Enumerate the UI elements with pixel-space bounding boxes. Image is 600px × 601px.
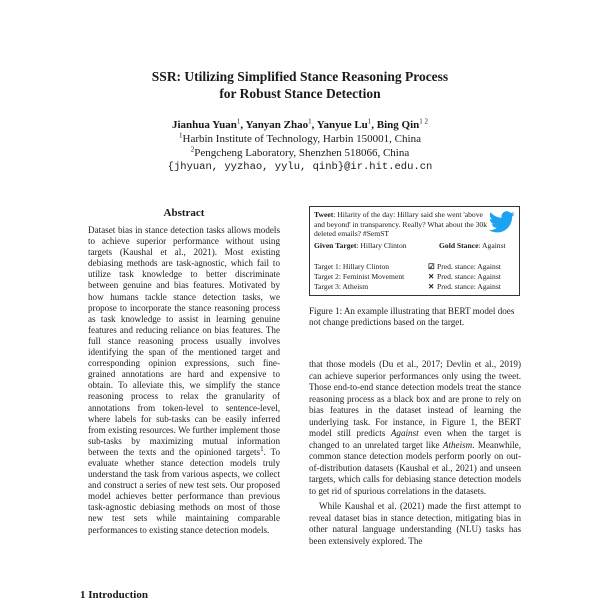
section-heading: 1 Introduction <box>80 589 148 601</box>
author-name: Bing Qin <box>376 119 420 131</box>
paper-title-line1: SSR: Utilizing Simplified Stance Reasoning Process <box>151 69 449 84</box>
prediction-row: Target 3: Atheism ✕ Pred. stance: Against <box>314 282 501 291</box>
cross-icon: ✕ <box>428 282 435 291</box>
affiliation-2: $^2$Pengcheng Laboratory, Shenzhen 518066, China <box>190 145 410 159</box>
author-name: Jianhua Yuan <box>171 119 237 131</box>
tweet-text: Tweet: Hilarity of the day: Hillary said she went 'above and beyond' in transparency. Really? What about the 30k deleted emails? #SemST <box>314 210 488 238</box>
abstract-heading: Abstract <box>163 207 205 219</box>
author-name: Yanyue Lu <box>316 119 368 131</box>
prediction-row: Target 1: Hillary Clinton ☑ Pred. stance: Against <box>314 262 501 271</box>
prediction-row: Target 2: Feminist Movement ✕ Pred. stance: Against <box>314 272 501 281</box>
email-addresses: {jhyuan, yyzhao, yylu, qinb}@ir.hit.edu.cn <box>167 161 433 173</box>
cross-icon: ✕ <box>428 272 435 281</box>
affiliation-1: $^1$Harbin Institute of Technology, Harbin 150001, China <box>179 131 421 145</box>
author-list: Jianhua Yuan$^1$, Yanyan Zhao$^1$, Yanyue Lu$^1$, Bing Qin$^{1 2}$ <box>171 117 429 131</box>
figure-1-box <box>309 206 520 296</box>
right-column-body <box>309 359 521 547</box>
abstract-body: Dataset bias in stance detection tasks allows models to achieve superior performance without using targets (Kaushal et al., 2021). Most existing debiasing methods are task-agnostic, which fail to utilize task knowledge to better discriminate between genuine and bias features. Motivated by how humans tackle stance detection tasks, we propose to incorporate the stance reasoning process as task knowledge to assist in learning genuine features and reducing reliance on bias features. The full stance reasoning process usually involves identifying the span of the mentioned target and corresponding opinion expressions, such fine-grained annotations are hard and expensive to obtain. To alleviate this, we simplify the stance reasoning process to relax the granularity of annotations from token-level to sentence-level, where labels for sub-tasks can be easily inferred from existing resources. We further implement those sub-tasks by maximizing mutual information between the texts and the opinioned targets$^1$. To evaluate whether stance detection models truly understand the task from various aspects, we collect and construct a series of new test sets. Our proposed model achieves better performance than previous task-agnostic debiasing methods on most of those new test sets while maintaining comparable performances to existing stance detection models. <box>88 225 280 535</box>
prediction-rows <box>314 262 519 292</box>
check-box-icon: ☑ <box>428 262 435 271</box>
footnote-mark: 1 <box>260 444 264 453</box>
author-name: Yanyan Zhao <box>245 119 309 131</box>
paragraph: that those models (Du et al., 2017; Devlin et al., 2019) can achieve superior performances only using the tweet. Those end-to-end stance detection models treat the stance reasoning process as a black box and are prone to rely on bias features in the dataset instead of learning the underlying task. For instance, in Figure 1, the BERT model still predicts Against even when the target is changed to an unrelated target like Atheism. Meanwhile, common stance detection models perform poorly on out-of-distribution datasets (Kaushal et al., 2021) and unseen targets, which calls for debiasing stance detection models to get rid of spurious correlations in the datasets. <box>309 359 521 496</box>
given-target-line: Given Target: Hillary Clinton Gold Stance: Against <box>314 241 506 250</box>
paper-title-line2: for Robust Stance Detection <box>219 86 381 101</box>
twitter-bird-icon <box>489 211 515 233</box>
figure-1-caption: Figure 1: An example illustrating that BERT model does not change predictions based on the target. <box>309 306 515 328</box>
paragraph: While Kaushal et al. (2021) made the first attempt to reveal dataset bias in stance detection, mitigating bias in other natural language understanding (NLU) tasks has been extensively explored. The <box>309 501 521 546</box>
